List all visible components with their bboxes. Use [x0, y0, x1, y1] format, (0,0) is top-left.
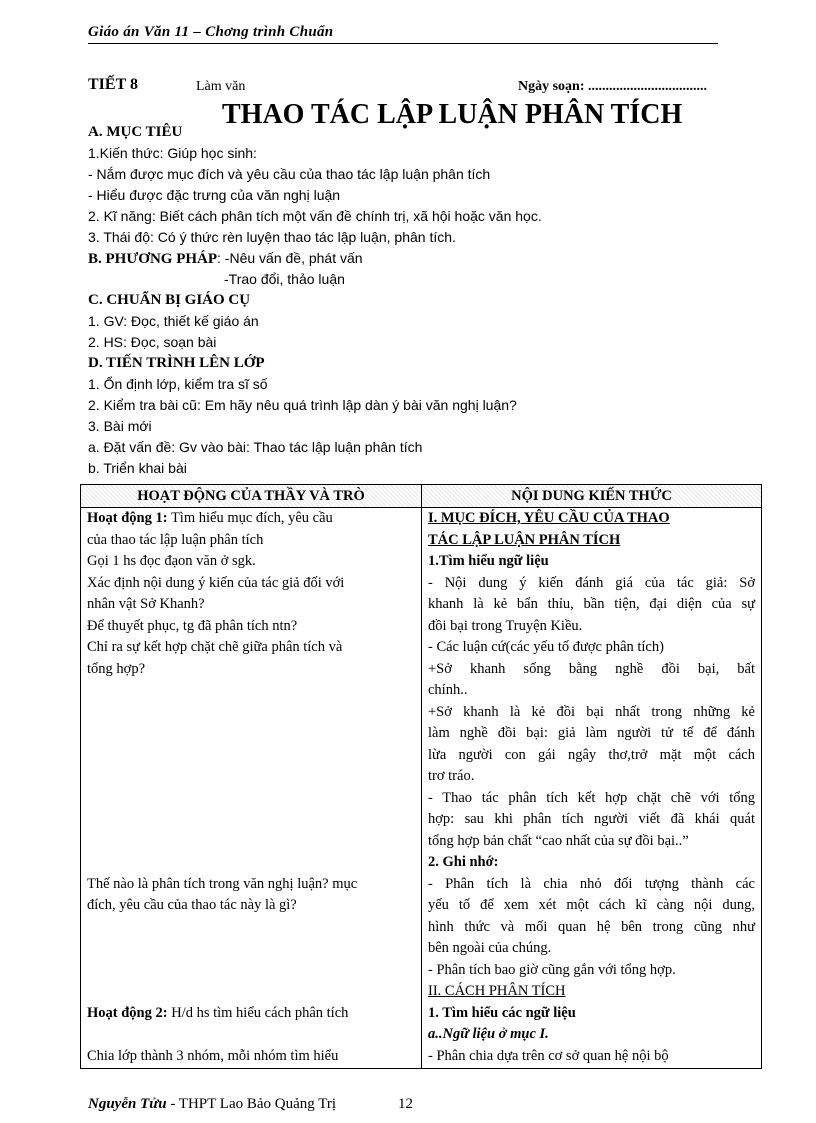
- preparation-date: Ngày soạn: ..................................: [518, 79, 708, 94]
- lesson-subject: Làm văn: [196, 79, 246, 94]
- page-footer: [88, 1096, 413, 1113]
- page-number: 12: [398, 1096, 413, 1112]
- page-header: [88, 24, 718, 44]
- footer-school: - THPT Lao Bảo Quảng Trị: [166, 1096, 337, 1112]
- intro-line: 3. Bài mới: [88, 418, 152, 434]
- content-line: bên ngoài của chúng.: [428, 940, 552, 956]
- methods-label: B. PHƯƠNG PHÁP: [88, 251, 218, 267]
- activity-line: [87, 1003, 415, 1025]
- content-subheading: a..Ngữ liệu ở mục I.: [428, 1026, 549, 1042]
- section-heading-objectives: A. MỤC TIÊU: [88, 124, 183, 140]
- content-subheading: 2. Ghi nhớ:: [428, 854, 499, 870]
- activity-line: nhân vật Sở Khanh?: [87, 596, 205, 612]
- content-line: lừa người con gái ngây thơ,trở mặt một cách: [428, 746, 755, 763]
- activity-line: Chỉ ra sự kết hợp chặt chẽ giữa phân tích và: [87, 639, 343, 655]
- header-rule: [88, 43, 718, 44]
- content-line: chính..: [428, 682, 468, 698]
- intro-line: - Hiểu được đặc trưng của văn nghị luận: [88, 187, 341, 203]
- intro-line: - Nắm được mục đích và yêu cầu của thao tác lập luận phân tích: [88, 166, 491, 182]
- content-line: - Nội dung ý kiến đánh giá của tác giả: Sở: [428, 574, 755, 591]
- activity-line: Gọi 1 hs đọc đạon văn ở sgk.: [87, 553, 256, 569]
- content-line: +Sở khanh là kẻ đồi bại nhất trong những kẻ: [428, 703, 755, 720]
- content-line: hình thức và mối quan hệ bên trong cũng như: [428, 918, 755, 935]
- content-line: làm nghề đồi bại: giả làm người tử tế để đánh: [428, 725, 755, 741]
- content-heading-1b: TÁC LẬP LUẬN PHÂN TÍCH: [428, 531, 621, 548]
- activity-line: Thế nào là phân tích trong văn nghị luận? mục: [87, 875, 358, 892]
- activity-2-label: Hoạt động 2:: [87, 1004, 168, 1021]
- header-knowledge-content: NỘI DUNG KIẾN THỨC: [422, 485, 762, 508]
- activity-line: Xác định nội dung ý kiến của tác giả đối với: [87, 574, 345, 591]
- intro-line: 3. Thái độ: Có ý thức rèn luyện thao tác lập luận, phân tích.: [88, 229, 456, 245]
- methods-text-2: -Trao đổi, thảo luận: [224, 271, 345, 287]
- activity-line: của thao tác lập luận phân tích: [87, 531, 264, 548]
- intro-line: [88, 269, 768, 290]
- content-line: tổng hợp bản chất “cao nhất của sự đồi bại..”: [428, 832, 689, 849]
- content-cell: [422, 508, 762, 1069]
- content-line: hợp: sau khi phân tích người viết đã khái quát: [428, 811, 755, 827]
- content-line: - Phân tích bao giờ cũng gắn với tổng hợp.: [428, 961, 676, 978]
- content-line: yếu tố để xem xét một cách kĩ càng nội dung,: [428, 897, 755, 913]
- activity-line: đích, yêu cầu của thao tác này là gì?: [87, 897, 297, 913]
- methods-text: : -Nêu vấn đề, phát vấn: [217, 250, 363, 266]
- content-line: +Sở khanh sống bằng nghề đồi bại, bất: [428, 660, 755, 677]
- activity-1-text: Tìm hiểu mục đích, yêu cầu: [167, 510, 333, 526]
- table-row: [81, 508, 762, 1069]
- activity-2-text: H/d hs tìm hiểu cách phân tích: [167, 1004, 349, 1021]
- content-subheading: 1.Tìm hiểu ngữ liệu: [428, 553, 549, 569]
- content-line: - Phân tích là chia nhỏ đối tượng thành các: [428, 875, 755, 892]
- intro-line: 1.Kiến thức: Giúp học sinh:: [88, 145, 257, 161]
- header-text: Giáo án Văn 11 – Chơng trình Chuẩn: [88, 24, 334, 40]
- lesson-intro: [88, 122, 768, 479]
- lesson-table: [80, 484, 762, 1069]
- table-header-row: [81, 485, 762, 508]
- lesson-number: TIẾT 8: [88, 76, 138, 93]
- page-title: THAO TÁC LẬP LUẬN PHÂN TÍCH: [222, 99, 683, 130]
- header-teacher-activity: HOẠT ĐỘNG CỦA THẦY VÀ TRÒ: [81, 485, 422, 508]
- activity-line: Để thuyết phục, tg đã phân tích ntn?: [87, 617, 298, 634]
- activity-line: Chia lớp thành 3 nhóm, mỗi nhóm tìm hiểu: [87, 1047, 339, 1064]
- content-line: đồi bại trong Truyện Kiều.: [428, 617, 583, 634]
- intro-line: 2. Kĩ năng: Biết cách phân tích một vấn đề chính trị, xã hội hoặc văn học.: [88, 208, 542, 224]
- section-heading-preparation: C. CHUẨN BỊ GIÁO CỤ: [88, 292, 251, 308]
- intro-line: 2. HS: Đọc, soạn bài: [88, 334, 217, 350]
- activity-line: tổng hợp?: [87, 660, 146, 677]
- footer-author: Nguyễn Tửu: [88, 1096, 167, 1112]
- content-line: - Phân chia dựa trên cơ sở quan hệ nội bộ: [428, 1047, 669, 1064]
- section-heading-procedure: D. TIẾN TRÌNH LÊN LỚP: [88, 355, 265, 371]
- intro-line: b. Triển khai bài: [88, 460, 187, 476]
- content-line: khanh là kẻ bẩn thỉu, bần tiện, đại diện của sự: [428, 596, 755, 612]
- content-line: trơ tráo.: [428, 768, 475, 784]
- activity-1-label: Hoạt động 1:: [87, 510, 168, 526]
- intro-line: 1. Ổn định lớp, kiểm tra sĩ số: [88, 376, 268, 392]
- content-line: - Các luận cứ(các yếu tố được phân tích): [428, 639, 664, 655]
- activity-cell: [81, 508, 422, 1069]
- content-line: - Thao tác phân tích kết hợp chặt chẽ với tổng: [428, 789, 755, 806]
- activity-line: [87, 508, 415, 530]
- content-heading-1: I. MỤC ĐÍCH, YÊU CẦU CỦA THAO: [428, 510, 670, 526]
- content-subheading: 1. Tìm hiểu các ngữ liệu: [428, 1004, 576, 1021]
- intro-line: a. Đặt vấn đề: Gv vào bài: Thao tác lập luận phân tích: [88, 439, 423, 455]
- section-heading-methods: [88, 248, 768, 269]
- intro-line: 2. Kiểm tra bài cũ: Em hãy nêu quá trình lập dàn ý bài văn nghị luận?: [88, 397, 517, 413]
- content-heading-2: II. CÁCH PHÂN TÍCH: [428, 983, 566, 999]
- intro-line: 1. GV: Đọc, thiết kế giáo án: [88, 313, 259, 329]
